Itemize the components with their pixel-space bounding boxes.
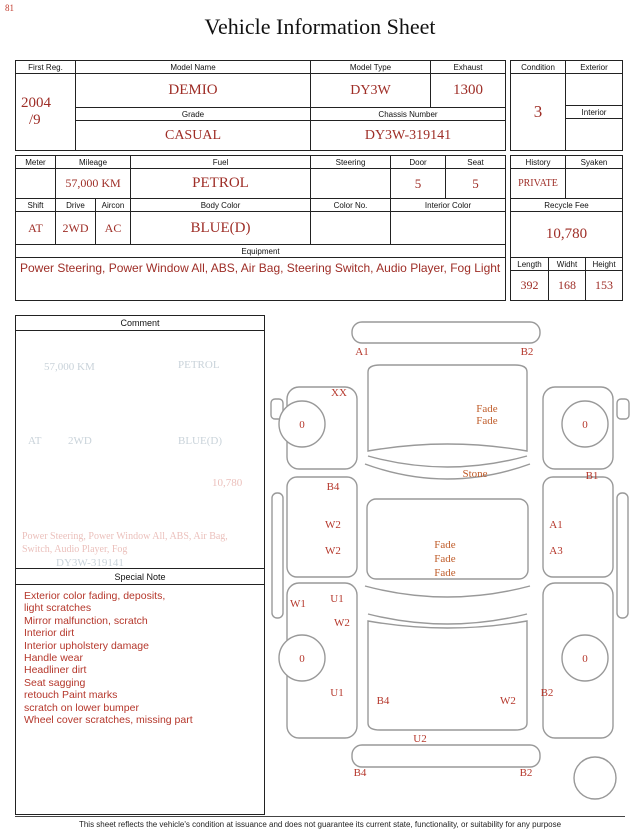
damage-mark-0: 0: [299, 419, 305, 431]
first-reg-label: First Reg.: [16, 61, 76, 74]
history-value: PRIVATE: [511, 169, 566, 199]
condition-label: Condition: [511, 61, 566, 74]
length-label: Length: [511, 258, 549, 271]
recycle-fee-label: Recycle Fee: [511, 199, 623, 212]
ghost-text: Switch, Audio Player, Fog: [22, 544, 128, 555]
damage-mark-fade: Fade: [434, 553, 456, 565]
damage-mark-b2: B2: [519, 767, 533, 779]
damage-mark-u1: U1: [330, 687, 344, 699]
shift-value: AT: [16, 212, 56, 245]
drive-value: 2WD: [56, 212, 96, 245]
height-value: 153: [586, 271, 623, 301]
condition-value: 3: [511, 74, 566, 151]
syaken-value: [566, 169, 623, 199]
aircon-label: Aircon: [96, 199, 131, 212]
top-table-right: [510, 60, 623, 151]
door-value: 5: [391, 169, 446, 199]
model-name-label: Model Name: [76, 61, 311, 74]
door-label: Door: [391, 156, 446, 169]
comment-box: [15, 315, 265, 815]
color-no-value: [311, 212, 391, 245]
interior-color-label: Interior Color: [391, 199, 506, 212]
special-note-line: Mirror malfunction, scratch: [24, 614, 148, 627]
drive-label: Drive: [56, 199, 96, 212]
damage-mark-fade: Fade: [434, 539, 456, 551]
model-name-value: DEMIO: [76, 74, 311, 108]
interior-color-value: [391, 212, 506, 245]
height-label: Height: [586, 258, 623, 271]
right-mirror: [617, 399, 629, 419]
damage-mark-0: 0: [582, 653, 588, 665]
exterior-value: [566, 74, 623, 106]
damage-mark-a1: A1: [355, 346, 369, 358]
ghost-text: PETROL: [178, 359, 220, 371]
damage-mark-u1: U1: [330, 593, 344, 605]
hood: [368, 365, 527, 451]
shift-label: Shift: [16, 199, 56, 212]
interior-label: Interior: [566, 106, 623, 119]
car-damage-diagram: [265, 315, 635, 815]
footer-divider: [15, 816, 625, 817]
interior-value: [566, 119, 623, 151]
special-note-header: Special Note: [16, 568, 264, 585]
page-title: Vehicle Information Sheet: [204, 14, 436, 39]
comment-header: Comment: [16, 316, 264, 331]
meter-label: Meter: [16, 156, 56, 169]
first-reg-year: 2004: [21, 95, 51, 111]
exterior-label: Exterior: [566, 61, 623, 74]
ghost-text: 57,000 KM: [44, 361, 95, 373]
damage-mark-a1: A1: [549, 519, 563, 531]
exhaust-label: Exhaust: [431, 61, 506, 74]
special-note-line: Wheel cover scratches, missing part: [24, 714, 193, 727]
damage-mark-b1: B1: [585, 470, 599, 482]
corner-mark: 81: [5, 3, 14, 13]
special-note-list: [24, 590, 262, 726]
mileage-value: 57,000 KM: [56, 169, 131, 199]
damage-mark-fade: Fade: [476, 415, 498, 427]
body-color-value: BLUE(D): [131, 212, 311, 245]
damage-mark-xx: XX: [331, 387, 347, 399]
ghost-text: BLUE(D): [178, 435, 222, 447]
length-value: 392: [511, 271, 549, 301]
damage-mark-a3: A3: [549, 545, 563, 557]
syaken-label: Syaken: [566, 156, 623, 169]
chassis-number-value: DY3W-319141: [311, 121, 506, 151]
special-note-line: Interior upholstery damage: [24, 639, 149, 652]
bleed-through-text: [16, 331, 264, 568]
special-note-line: Headliner dirt: [24, 664, 87, 677]
rear-bumper: [352, 745, 540, 767]
color-no-label: Color No.: [311, 199, 391, 212]
damage-marks: [290, 346, 598, 779]
damage-mark-b4: B4: [376, 695, 390, 707]
damage-mark-w1: W1: [290, 598, 306, 610]
special-note-line: Handle wear: [24, 652, 83, 665]
seat-value: 5: [446, 169, 506, 199]
damage-mark-w2: W2: [500, 695, 516, 707]
ghost-text: DY3W-319141: [56, 557, 124, 569]
special-note-line: retouch Paint marks: [24, 689, 118, 702]
damage-mark-fade: Fade: [434, 567, 456, 579]
model-type-label: Model Type: [311, 61, 431, 74]
aircon-value: AC: [96, 212, 131, 245]
damage-mark-b2: B2: [520, 346, 534, 358]
width-label: Widht: [549, 258, 586, 271]
damage-mark-b4: B4: [326, 481, 340, 493]
ghost-text: AT: [28, 435, 42, 447]
steering-value: [311, 169, 391, 199]
trunk: [368, 621, 527, 730]
model-type-value: DY3W: [311, 74, 431, 108]
first-reg-month: /9: [29, 112, 41, 128]
seat-label: Seat: [446, 156, 506, 169]
detail-table-right-top: [510, 155, 623, 258]
damage-mark-w2: W2: [325, 545, 341, 557]
rear-window-top-line: [365, 586, 530, 597]
windshield-top-line: [368, 456, 527, 467]
ghost-text: 10,780: [212, 477, 243, 489]
special-note-line: Interior dirt: [24, 627, 75, 640]
damage-mark-0: 0: [299, 653, 305, 665]
damage-mark-b2: B2: [540, 687, 554, 699]
special-note-line: Seat sagging: [24, 676, 86, 689]
meter-value: [16, 169, 56, 199]
fuel-label: Fuel: [131, 156, 311, 169]
special-note-line: light scratches: [24, 602, 92, 615]
damage-mark-stone: Stone: [462, 468, 488, 480]
damage-mark-b4: B4: [353, 767, 367, 779]
rear-window-bottom-line: [368, 614, 527, 624]
body-color-label: Body Color: [131, 199, 311, 212]
mileage-label: Mileage: [56, 156, 131, 169]
width-value: 168: [549, 271, 586, 301]
damage-mark-w2: W2: [325, 519, 341, 531]
recycle-fee-value: 10,780: [511, 212, 623, 258]
top-table-left: [15, 60, 506, 151]
special-note-line: Exterior color fading, deposits,: [24, 590, 166, 602]
grade-label: Grade: [76, 108, 311, 121]
exhaust-value: 1300: [431, 74, 506, 108]
first-reg-value: [16, 74, 76, 151]
damage-mark-w2: W2: [334, 617, 350, 629]
damage-mark-u2: U2: [413, 733, 427, 745]
history-label: History: [511, 156, 566, 169]
grade-value: CASUAL: [76, 121, 311, 151]
steering-label: Steering: [311, 156, 391, 169]
ghost-text: 2WD: [68, 435, 92, 447]
right-rocker-panel: [617, 493, 628, 618]
damage-mark-fade: Fade: [476, 403, 498, 415]
dimensions-table: [510, 257, 623, 301]
chassis-number-label: Chassis Number: [311, 108, 506, 121]
left-door-panel: [287, 477, 357, 577]
fuel-value: PETROL: [131, 169, 311, 199]
damage-mark-0: 0: [582, 419, 588, 431]
ghost-text: Power Steering, Power Window All, ABS, Air Bag,: [22, 531, 228, 542]
special-note-line: scratch on lower bumper: [24, 701, 139, 714]
detail-table-left: [15, 155, 506, 301]
left-rocker-panel: [272, 493, 283, 618]
windshield-bottom-line: [365, 464, 530, 479]
footer-disclaimer: This sheet reflects the vehicle's condition at issuance and does not guarantee its current state, functionality, or suitability for any purpose: [78, 820, 562, 829]
front-bumper: [352, 322, 540, 343]
spare-tire: [574, 757, 616, 799]
equipment-label: Equipment: [16, 245, 506, 258]
equipment-value: Power Steering, Power Window All, ABS, Air Bag, Steering Switch, Audio Player, Fog Light: [16, 258, 506, 301]
